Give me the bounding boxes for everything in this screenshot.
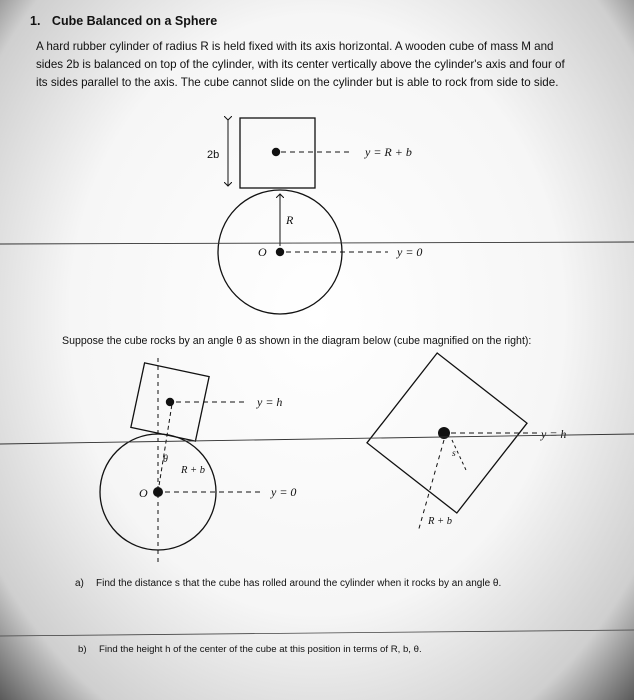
- rocked-height-label: y = h: [257, 395, 283, 409]
- scan-fold-line-1: [0, 242, 634, 244]
- intro-line-1: A hard rubber cylinder of radius R is held fixed with its axis horizontal. A wooden cube of mass M and: [36, 40, 554, 53]
- question-a-label: a): [75, 578, 84, 589]
- rocked-cube-center-dot: [166, 398, 174, 406]
- scan-fold-line-3: [0, 630, 634, 636]
- question-b-label: b): [78, 644, 87, 655]
- cylinder-axis-dot: [276, 248, 284, 256]
- magnified-radius-label: R + b: [428, 516, 452, 527]
- scan-fold-line-2: [0, 434, 634, 444]
- diagram-rocked: [100, 358, 296, 562]
- axis-height-label: y = 0: [397, 245, 423, 259]
- origin-label: O: [258, 245, 267, 259]
- arc-distance-label: s: [452, 449, 456, 459]
- problem-title: Cube Balanced on a Sphere: [51, 14, 218, 28]
- rock-angle-label: θ: [163, 454, 168, 465]
- tilted-radius-line: [158, 404, 172, 492]
- rocked-axis-label: y = 0: [271, 485, 297, 499]
- problem-number: 1.: [30, 14, 41, 28]
- rocked-origin-label: O: [139, 486, 148, 500]
- question-a-text: Find the distance s that the cube has rolled around the cylinder when it rocks by an angle θ.: [96, 578, 502, 589]
- radius-label: R: [286, 213, 294, 227]
- magnified-height-label: y = h: [541, 427, 567, 441]
- diagram-magnified: [0, 353, 634, 532]
- intro-line-2: sides 2b is balanced on top of the cylinder, with its center vertically above the cylinder's axis and four of: [36, 58, 565, 71]
- transition-text: Suppose the cube rocks by an angle θ as shown in the diagram below (cube magnified on the right):: [62, 335, 532, 347]
- cube-center-dot: [272, 148, 280, 156]
- intro-line-3: its sides parallel to the axis. The cube cannot slide on the cylinder but is able to rock from side to side.: [36, 76, 559, 89]
- question-b-text: Find the height h of the center of the cube at this position in terms of R, b, θ.: [99, 644, 422, 655]
- cube-center-height-label: y = R + b: [365, 145, 412, 159]
- rocked-radius-label: R + b: [181, 465, 205, 476]
- side-length-label: 2b: [207, 149, 220, 161]
- diagram-balanced: [0, 118, 634, 314]
- rocked-cylinder-axis-dot: [153, 487, 163, 497]
